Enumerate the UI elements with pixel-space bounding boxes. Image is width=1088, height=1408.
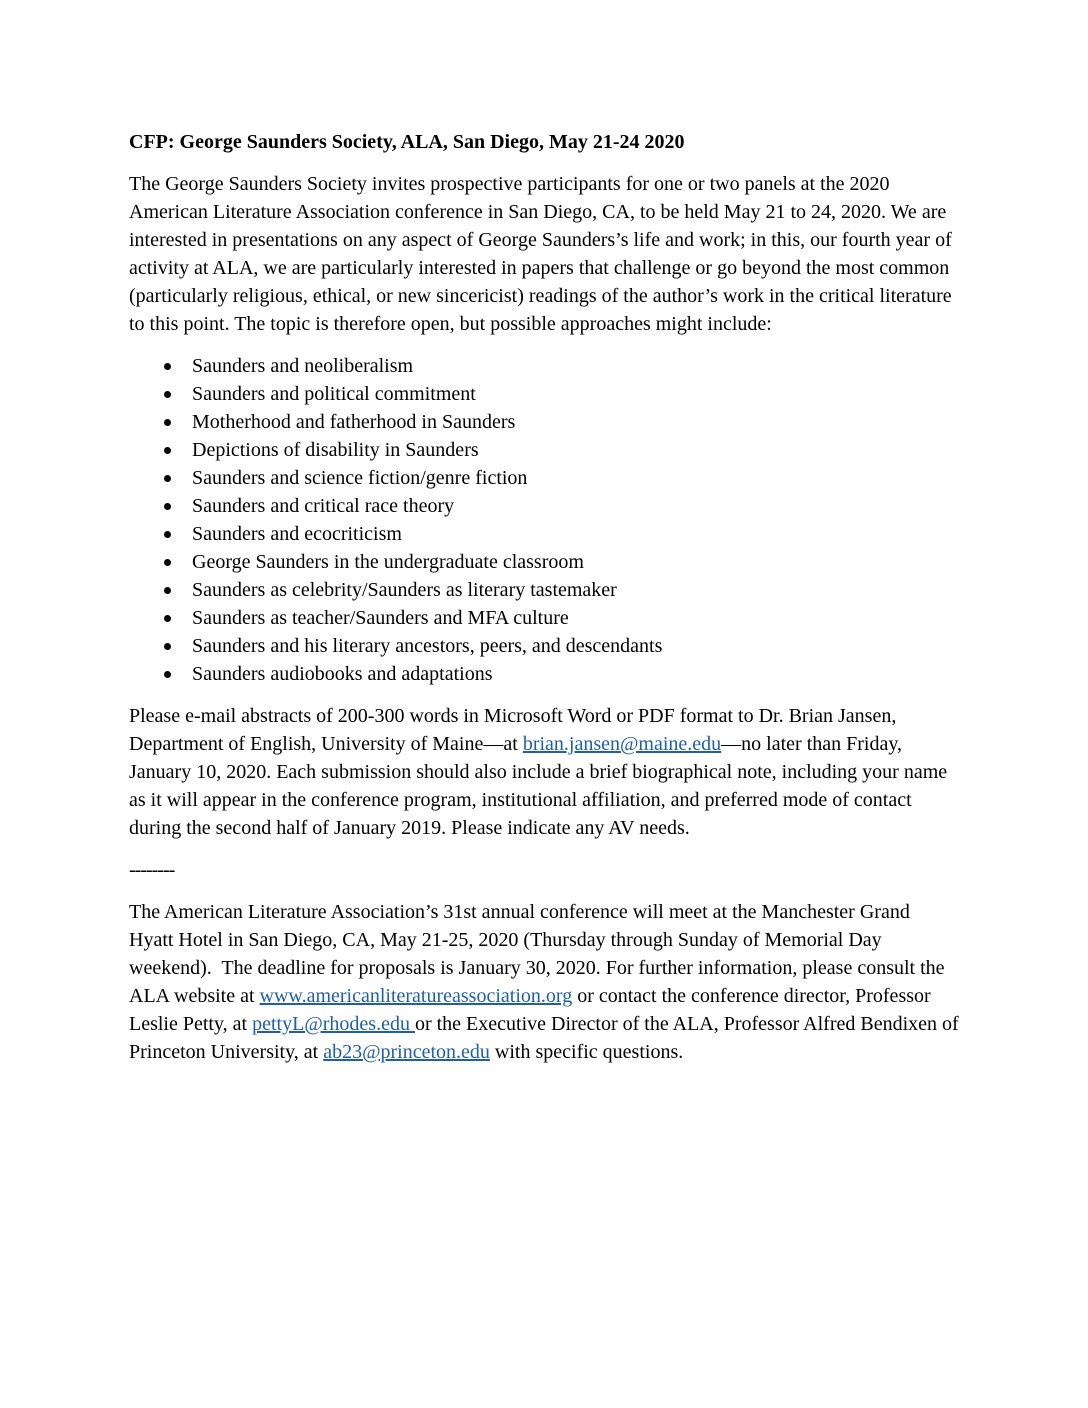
bullet-icon bbox=[164, 643, 171, 650]
ala-website-link[interactable]: www.americanliteratureassociation.org bbox=[259, 985, 573, 1007]
list-item bbox=[129, 380, 959, 408]
list-item bbox=[129, 660, 959, 688]
section-divider: -------- bbox=[129, 859, 175, 881]
ala-text-2: or contact the conference director, Professor Leslie Petty, at bbox=[129, 985, 931, 1035]
topic-text: Saunders as teacher/Saunders and MFA culture bbox=[192, 607, 569, 629]
submission-text-2: —no later than Friday, January 10, 2020. Each submission should also include a brief biographical note, including your name as it will appear in the conference program, institutional affiliation, and preferred mode of contact during the second half of January 2019. Please indicate any AV needs. bbox=[129, 733, 948, 839]
topic-text: Saunders and his literary ancestors, peers, and descendants bbox=[192, 635, 663, 657]
bullet-icon bbox=[164, 559, 171, 566]
topic-text: Saunders and political commitment bbox=[192, 383, 476, 405]
list-item bbox=[129, 520, 959, 548]
list-item bbox=[129, 464, 959, 492]
topics-list bbox=[129, 352, 959, 688]
list-item bbox=[129, 548, 959, 576]
list-item bbox=[129, 632, 959, 660]
bullet-icon bbox=[164, 531, 171, 538]
submission-text-1: Please e-mail abstracts of 200-300 words in Microsoft Word or PDF format to Dr. Brian Jansen, Department of English, University of Maine—at bbox=[129, 705, 897, 755]
ala-text-4: with specific questions. bbox=[489, 1041, 684, 1063]
bullet-icon bbox=[164, 587, 171, 594]
bullet-icon bbox=[164, 419, 171, 426]
email-link-alfred-bendixen[interactable]: ab23@princeton.edu bbox=[323, 1041, 490, 1063]
list-item bbox=[129, 492, 959, 520]
list-item bbox=[129, 436, 959, 464]
list-item bbox=[129, 408, 959, 436]
topic-text: Saunders and critical race theory bbox=[192, 495, 455, 517]
bullet-icon bbox=[164, 615, 171, 622]
topic-text: Depictions of disability in Saunders bbox=[192, 439, 479, 461]
ala-info-paragraph bbox=[129, 898, 959, 1066]
topic-text: Saunders and ecocriticism bbox=[192, 523, 402, 545]
email-link-leslie-petty[interactable]: pettyL@rhodes.edu bbox=[252, 1013, 415, 1035]
bullet-icon bbox=[164, 475, 171, 482]
topic-text: Saunders as celebrity/Saunders as literary tastemaker bbox=[192, 579, 617, 601]
list-item bbox=[129, 352, 959, 380]
bullet-icon bbox=[164, 447, 171, 454]
bullet-icon bbox=[164, 391, 171, 398]
topic-text: Saunders and science fiction/genre fiction bbox=[192, 467, 528, 489]
topic-text: George Saunders in the undergraduate classroom bbox=[192, 551, 584, 573]
bullet-icon bbox=[164, 671, 171, 678]
list-item bbox=[129, 576, 959, 604]
topic-text: Saunders and neoliberalism bbox=[192, 355, 414, 377]
email-link-brian-jansen[interactable]: brian.jansen@maine.edu bbox=[522, 733, 722, 755]
ala-text-1: The American Literature Association’s 31st annual conference will meet at the Manchester Grand Hyatt Hotel in San Diego, CA, May 21-25, 2020 (Thursday through Sunday of Memorial Day weekend). The deadline for proposals is January 30, 2020. For further information, please consult the ALA website at bbox=[129, 901, 945, 1007]
document-title: CFP: George Saunders Society, ALA, San Diego, May 21-24 2020 bbox=[129, 131, 685, 153]
submission-paragraph bbox=[129, 702, 959, 842]
ala-text-3: or the Executive Director of the ALA, Professor Alfred Bendixen of Princeton University, at bbox=[129, 1013, 959, 1063]
topic-text: Motherhood and fatherhood in Saunders bbox=[192, 411, 516, 433]
topic-text: Saunders audiobooks and adaptations bbox=[192, 663, 493, 685]
bullet-icon bbox=[164, 363, 171, 370]
bullet-icon bbox=[164, 503, 171, 510]
document-page bbox=[129, 128, 959, 1066]
intro-paragraph: The George Saunders Society invites prospective participants for one or two panels at the 2020 American Literature Association conference in San Diego, CA, to be held May 21 to 24, 2020. We are interested in presentations on any aspect of George Saunders’s life and work; in this, our fourth year of activity at ALA, we are particularly interested in papers that challenge or go beyond the most common (particularly religious, ethical, or new sincericist) readings of the author’s work in the critical literature to this point. The topic is therefore open, but possible approaches might include: bbox=[129, 173, 952, 335]
list-item bbox=[129, 604, 959, 632]
